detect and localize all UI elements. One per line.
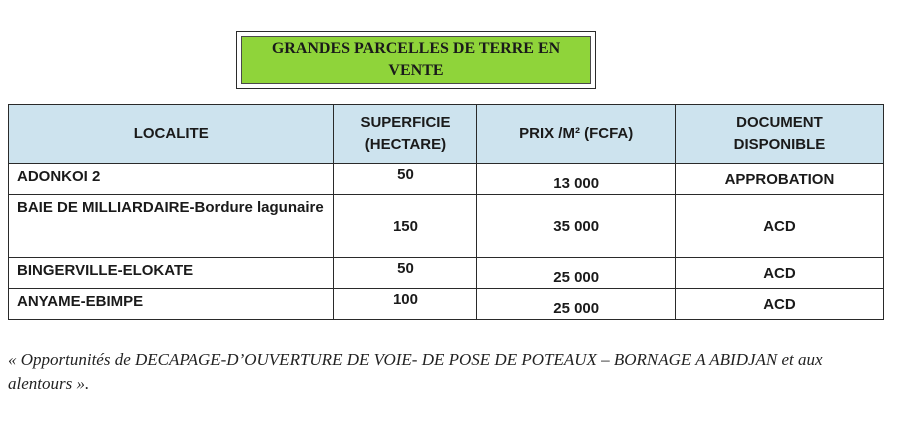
footer-note: « Opportunités de DECAPAGE-D’OUVERTURE DE VOIE- DE POSE DE POTEAUX – BORNAGE A ABIDJAN et aux alentours ». bbox=[8, 350, 823, 393]
cell-document: ACD bbox=[675, 195, 883, 258]
header-localite: LOCALITE bbox=[9, 105, 334, 164]
cell-document: ACD bbox=[675, 258, 883, 289]
cell-localite: ADONKOI 2 bbox=[9, 164, 334, 195]
cell-prix: 35 000 bbox=[477, 195, 675, 258]
table-row bbox=[9, 258, 884, 289]
table-header-row bbox=[9, 105, 884, 164]
header-prix: PRIX /M² (FCFA) bbox=[477, 105, 675, 164]
cell-superficie: 50 bbox=[334, 164, 477, 195]
header-superficie: SUPERFICIE (HECTARE) bbox=[334, 105, 477, 164]
cell-prix: 25 000 bbox=[477, 258, 675, 289]
parcels-table bbox=[8, 104, 884, 320]
cell-superficie: 50 bbox=[334, 258, 477, 289]
cell-superficie: 100 bbox=[334, 289, 477, 320]
title-line-2: VENTE bbox=[388, 62, 444, 79]
cell-superficie: 150 bbox=[334, 195, 477, 258]
cell-prix: 25 000 bbox=[477, 289, 675, 320]
cell-localite: BINGERVILLE-ELOKATE bbox=[9, 258, 334, 289]
cell-localite: BAIE DE MILLIARDAIRE-Bordure lagunaire bbox=[9, 195, 334, 258]
cell-localite: ANYAME-EBIMPE bbox=[9, 289, 334, 320]
table-row bbox=[9, 164, 884, 195]
table-row bbox=[9, 289, 884, 320]
title-banner bbox=[241, 36, 591, 84]
table-row bbox=[9, 195, 884, 258]
header-document: DOCUMENT DISPONIBLE bbox=[675, 105, 883, 164]
cell-prix: 13 000 bbox=[477, 164, 675, 195]
title-box bbox=[236, 31, 596, 89]
cell-document: ACD bbox=[675, 289, 883, 320]
title-line-1: GRANDES PARCELLES DE TERRE EN bbox=[271, 40, 561, 57]
cell-document: APPROBATION bbox=[675, 164, 883, 195]
